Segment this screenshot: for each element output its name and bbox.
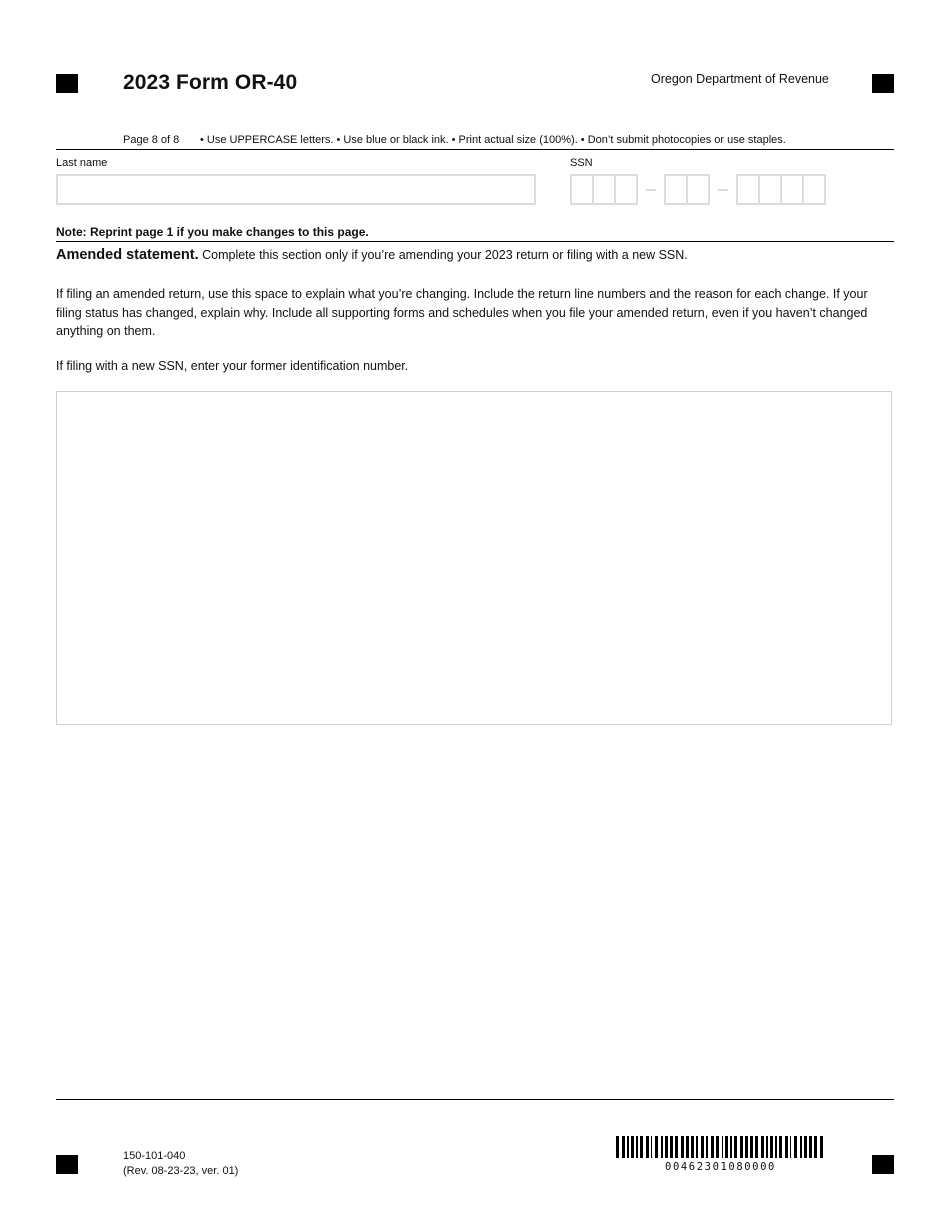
barcode-bar [646,1136,649,1158]
form-number: 150-101-040 [123,1150,186,1162]
barcode-bar [761,1136,764,1158]
ssn-digit-box[interactable] [614,174,638,205]
ssn-digit-box[interactable] [686,174,710,205]
barcode-bar [681,1136,684,1158]
amended-statement-subtext: Complete this section only if you’re amending your 2023 return or filing with a new SSN. [202,248,688,262]
barcode-bar [734,1136,737,1158]
reprint-note: Note: Reprint page 1 if you make changes to this page. [56,225,369,239]
ssn-separator [718,189,728,191]
barcode-bar [622,1136,625,1158]
registration-mark-bottom-left [56,1155,78,1174]
ssn-digit-box[interactable] [758,174,782,205]
ssn-digit-box[interactable] [570,174,594,205]
barcode-bar [616,1136,619,1158]
barcode-bar [651,1136,652,1158]
new-ssn-instructions: If filing with a new SSN, enter your former identification number. [56,359,409,373]
amended-explanation-textarea[interactable] [56,391,892,725]
barcode-bar [661,1136,663,1158]
ssn-digit-box[interactable] [780,174,804,205]
barcode-bar [800,1136,802,1158]
ssn-digit-box[interactable] [802,174,826,205]
page-indicator: Page 8 of 8 [123,134,180,146]
form-number-block [123,1149,238,1179]
barcode-bar [745,1136,748,1158]
barcode-bar [785,1136,788,1158]
registration-mark-bottom-right [872,1155,894,1174]
barcode-bar [779,1136,782,1158]
barcode-number: 00462301080000 [665,1161,776,1173]
barcode-bar [820,1136,823,1158]
barcode-bar [730,1136,732,1158]
barcode-bar [706,1136,708,1158]
ssn-separator [646,189,656,191]
form-revision: (Rev. 08-23-23, ver. 01) [123,1165,239,1177]
barcode-bar [716,1136,719,1158]
barcode-bar [675,1136,678,1158]
barcode-bar [814,1136,817,1158]
last-name-label: Last name [56,157,108,169]
ssn-digit-box[interactable] [664,174,688,205]
barcode-bar [794,1136,797,1158]
ssn-digit-box[interactable] [592,174,616,205]
note-divider [56,241,894,242]
barcode-bar [750,1136,753,1158]
header-divider [56,149,894,150]
barcode-bar [770,1136,773,1158]
amended-instructions-paragraph: If filing an amended return, use this space to explain what you’re changing. Include the return line numbers and the reason for each change. If your filing status has changed, explain why. Include all supporting forms and schedules when you file your amended return, even if you haven’t changed anything on them. [56,287,868,338]
ssn-digit-box[interactable] [736,174,760,205]
barcode-bar [740,1136,743,1158]
barcode-bar [670,1136,673,1158]
agency-name: Oregon Department of Revenue [651,72,829,86]
registration-mark-top-left [56,74,78,93]
footer-divider [56,1099,894,1100]
amended-statement-heading-line [56,247,688,263]
barcode-bar [766,1136,768,1158]
barcode-bar [701,1136,704,1158]
barcode-bar [725,1136,728,1158]
ssn-input[interactable] [570,174,824,205]
barcode-bar [755,1136,758,1158]
ssn-label: SSN [570,157,593,169]
barcode-bar [711,1136,714,1158]
barcode-bar [631,1136,634,1158]
barcode-bar [686,1136,689,1158]
barcode [616,1136,825,1158]
barcode-bar [809,1136,812,1158]
printing-instructions: • Use UPPERCASE letters. • Use blue or black ink. • Print actual size (100%). • Don’t submit photocopies or use staples. [200,134,786,146]
last-name-input[interactable] [56,174,536,205]
form-title: 2023 Form OR-40 [123,71,298,94]
barcode-bar [696,1136,698,1158]
barcode-bar [722,1136,723,1158]
barcode-bar [636,1136,638,1158]
barcode-bar [655,1136,658,1158]
barcode-bar [691,1136,694,1158]
barcode-bar [640,1136,643,1158]
barcode-bar [790,1136,791,1158]
registration-mark-top-right [872,74,894,93]
amended-statement-heading: Amended statement. [56,247,199,263]
barcode-bar [627,1136,629,1158]
barcode-bar [775,1136,777,1158]
barcode-bar [665,1136,668,1158]
barcode-bar [804,1136,807,1158]
